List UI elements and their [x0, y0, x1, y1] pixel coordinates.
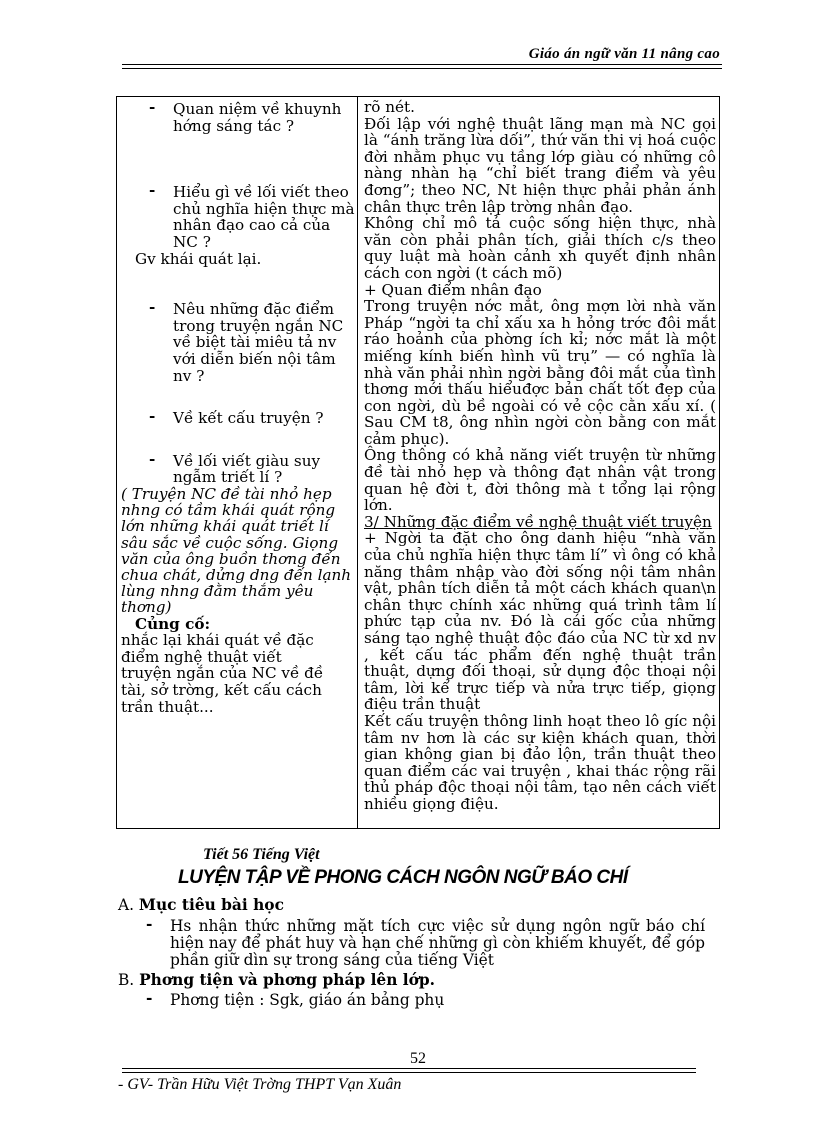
question-item: - Hiểu gì về lối viết theo chủ nghĩa hiện thực mà nhân đạo cao cả của NC ?: [121, 184, 355, 250]
header-title: Giáo án ngữ văn 11 nâng cao: [528, 46, 720, 62]
question-item: - Nêu những đặc điểm trong truyện ngắn NC về biệt tài miêu tả nv với diễn biến nội tâm nv ?: [121, 301, 355, 384]
section-a-item: - Hs nhận thức những mặt tích cực việc sử dụng ngôn ngữ báo chí hiện nay để phát huy và hạn chế những gì còn khiếm khuyết, để góp phần giữ dìn sự trong sáng của tiếng Việt: [146, 915, 705, 969]
question-item: - Về lối viết giàu suy ngẫm triết lí ?: [121, 453, 355, 486]
italic-note: ( Truyện NC đề tài nhỏ hẹp nhng có tầm khái quát rộng lớn những khái quát triết lí sâu sắc về cuộc sống. Giọng văn của ông buồn thơng đến chua chát, dửng dng đến lạnh lùng nhng đằm thắm yêu thơng): [121, 484, 352, 617]
footer-rule: [122, 1068, 696, 1069]
consolidate-label: Củng cố:: [135, 614, 211, 633]
content-paragraph: Không chỉ mô tả cuộc sống hiện thực, nhà văn còn phải phân tích, giải thích c/s theo quy luật mà hoàn cảnh xh quyết định nhân cách con ngời (t cách mõ): [364, 214, 716, 282]
page-number: 52: [410, 1050, 426, 1067]
content-paragraph: Kết cấu truyện thông linh hoạt theo lô gíc nội tâm nv hơn là các sự kiện khách quan, thời gian không gian bị đảo lộn, trần thuật theo quan điểm các vai truyện , khai thác rộng rãi thủ pháp độc thoại nội tâm, tạo nên cách viết nhiều giọng điệu.: [364, 711, 716, 813]
footer-rule-double: [122, 1072, 696, 1073]
consolidate-text: nhắc lại khái quát về đặc điểm nghệ thuật viết truyện ngắn của NC về đề tài, sở trờng, kết cấu cách trần thuật...: [121, 631, 324, 716]
content-paragraph: rõ nét.: [364, 98, 415, 116]
content-column: [364, 99, 716, 813]
teacher-questions-column: [121, 99, 355, 715]
content-paragraph: Trong truyện nớc mắt, ông mợn lời nhà văn Pháp “ngời ta chỉ xấu xa h hỏng trớc đôi mắt ráo hoảnh của phờng ích kỉ; nớc mắt là một miếng kính biến hình vũ trụ” — có nghĩa là nhà văn phải nhìn ngời bằng đôi mắt của tình thơng mới thấu hiểuđợc bản chất tốt đẹp của con ngời, dù bề ngoài có vẻ cộc cằn xấu xí. ( Sau CM t8, ông nhìn ngời còn bằng con mắt cảm phục).: [364, 297, 716, 448]
content-paragraph: + Ngời ta đặt cho ông danh hiệu “nhà văn của chủ nghĩa hiện thực tâm lí” vì ông có khả năng thâm nhập vào đời sống nội tâm nhân vật, phân tích diễn tả một cách khách quan\n chân thực chính xác những quá trình tâm lí phức tạp của nv. Đó là cái gốc của những sáng tạo nghệ thuật độc đáo của NC từ xd nv , kết cấu tác phẩm đến nghệ thuật trần thuật, dựng đối thoại, sử dụng độc thoại nội tâm, lời kể trực tiếp và nửa trực tiếp, giọng điệu trần thuật: [364, 529, 716, 714]
content-section-heading: 3/ Những đặc điểm về nghệ thuật viết truyện: [364, 512, 712, 531]
content-heading: + Quan điểm nhân đạo: [364, 280, 542, 299]
table-column-divider: [357, 97, 358, 828]
question-item: - Quan niệm về khuynh hớng sáng tác ?: [121, 101, 355, 134]
lesson-subtitle: Tiết 56 Tiếng Việt: [203, 846, 320, 863]
header-rule: [122, 64, 722, 65]
lesson-table: [116, 96, 720, 829]
lesson-title: LUYỆN TẬP VỀ PHONG CÁCH NGÔN NGỮ BÁO CHÍ: [178, 867, 628, 888]
section-b-heading: B. Phơng tiện và phơng pháp lên lớp.: [118, 971, 436, 989]
section-b-item: - Phơng tiện : Sgk, giáo án bảng phụ: [146, 989, 445, 1009]
content-paragraph: Đối lập với nghệ thuật lãng mạn mà NC gọi là “ánh trăng lừa dối”, thứ văn thi vị hoá cuộc đời nhằm phục vụ tầng lớp giàu có những cô nàng nhàn hạ “chỉ biết trang điểm và yêu đơng”; theo NC, Nt hiện thực phải phản ánh chân thực trên lập trờng nhân đạo.: [364, 114, 716, 216]
question-item: - Về kết cấu truyện ?: [121, 410, 355, 427]
content-paragraph: Ông thông có khả năng viết truyện từ những đề tài nhỏ hẹp và thông đạt nhân vật trong quan hệ đời t, đời thông mà t tổng lại rộng lớn.: [364, 446, 716, 515]
header-rule-double: [122, 68, 722, 69]
section-a-heading: A. Mục tiêu bài học: [118, 896, 284, 914]
teacher-note: Gv khái quát lại.: [135, 249, 262, 268]
footer-author: - GV- Trần Hữu Việt Trờng THPT Vạn Xuân: [118, 1076, 402, 1093]
